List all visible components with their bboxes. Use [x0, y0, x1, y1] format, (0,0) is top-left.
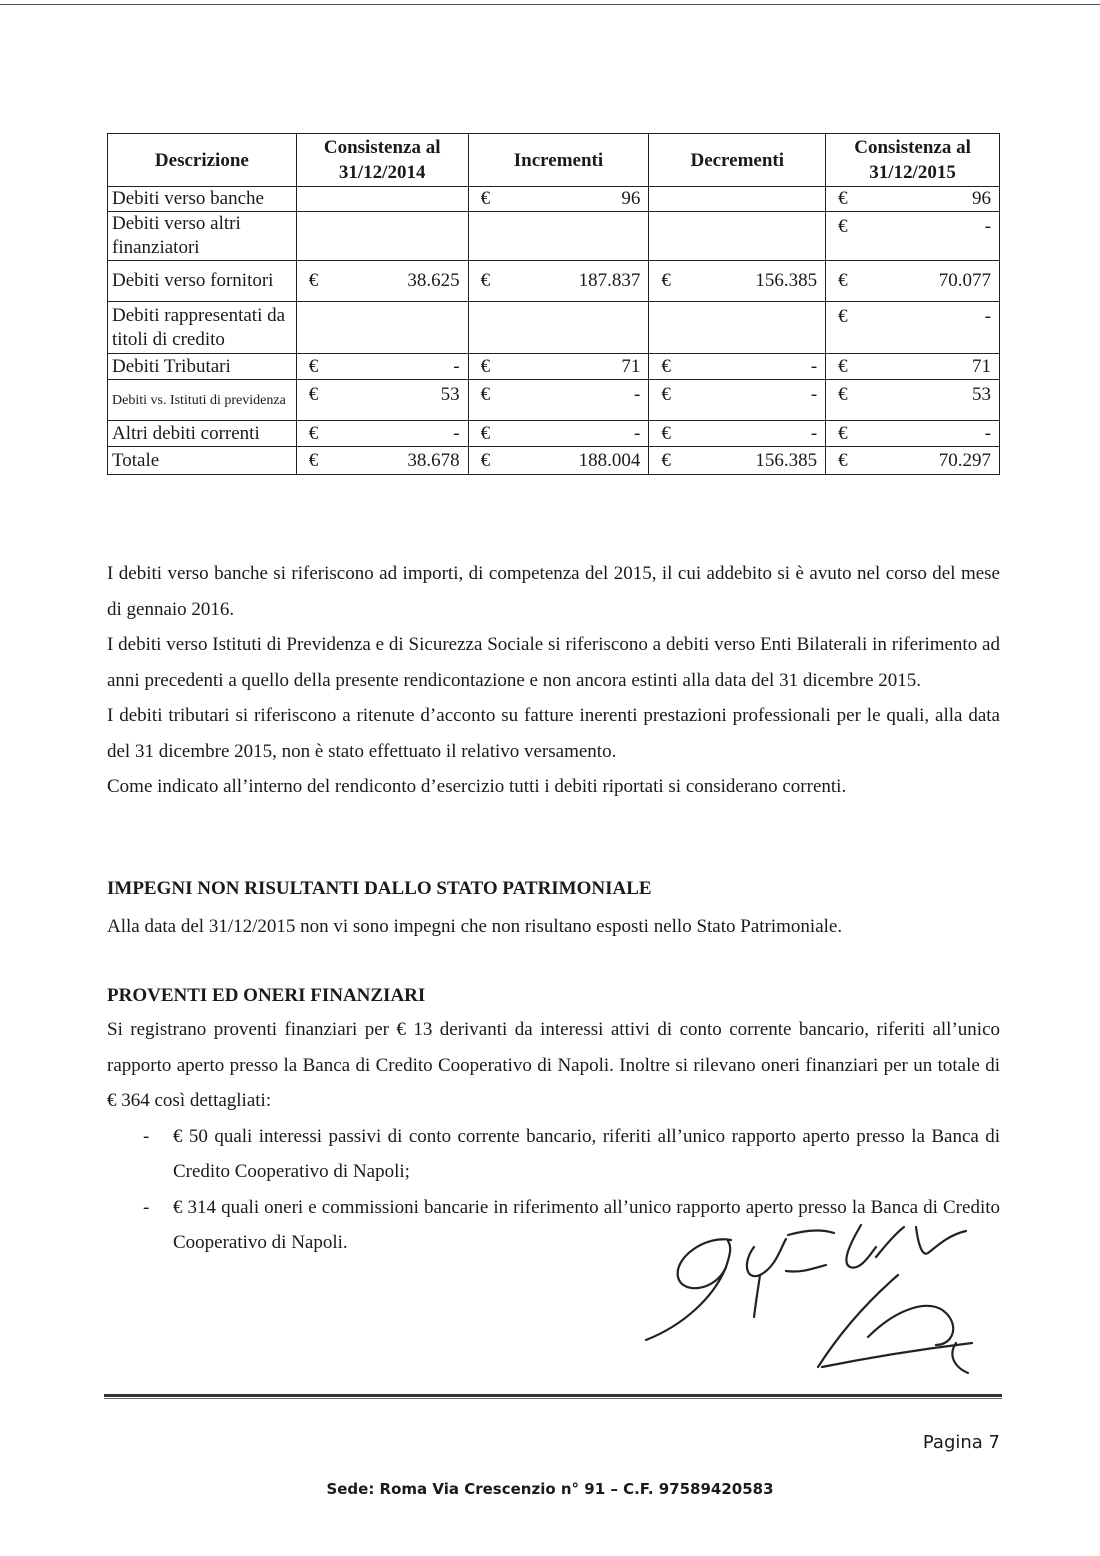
amount-value: 70.077	[938, 270, 991, 291]
currency-symbol: €	[308, 384, 319, 405]
table-row	[108, 261, 1000, 302]
currency-symbol: €	[480, 422, 491, 444]
amount-value: -	[453, 355, 460, 377]
amount-cell	[826, 354, 1000, 380]
bullet-dash: -	[143, 1125, 150, 1147]
table-row	[108, 354, 1000, 380]
amount-value: 53	[440, 384, 460, 405]
amount-value: -	[634, 422, 641, 444]
amount-value: 96	[621, 188, 641, 209]
amount-cell	[468, 261, 649, 302]
row-description: Debiti rappresentati da titoli di credito	[108, 302, 297, 354]
amount-value: -	[984, 216, 991, 237]
header-consistenza-2015: Consistenza al 31/12/2015	[826, 134, 1000, 187]
bullet-text: € 50 quali interessi passivi di conto corrente bancario, riferiti all’unico rapporto aperto presso la Banca di Credito Cooperativo di Napoli;	[173, 1125, 1000, 1182]
debts-notes	[107, 556, 1000, 805]
currency-symbol: €	[838, 188, 848, 209]
proventi-heading: PROVENTI ED ONERI FINANZIARI	[107, 985, 426, 1006]
currency-symbol: €	[308, 449, 319, 471]
table-body	[108, 187, 1000, 475]
amount-cell	[296, 447, 468, 475]
amount-cell	[649, 380, 826, 421]
currency-symbol: €	[838, 216, 848, 237]
bullet-text: € 314 quali oneri e commissioni bancarie in riferimento all’unico rapporto aperto presso la Banca di Credito Cooperativo di Napoli.	[173, 1196, 1000, 1253]
note-correnti: Come indicato all’interno del rendiconto d’esercizio tutti i debiti riportati si considerano correnti.	[107, 776, 847, 797]
footer-rule	[104, 1394, 1002, 1397]
amount-value: 156.385	[755, 270, 818, 291]
amount-cell	[296, 421, 468, 447]
table-row	[108, 421, 1000, 447]
amount-cell	[826, 212, 1000, 261]
currency-symbol: €	[480, 355, 491, 377]
amount-cell	[826, 447, 1000, 475]
amount-value: -	[810, 422, 818, 444]
row-description: Debiti Tributari	[108, 354, 297, 380]
currency-symbol: €	[838, 306, 848, 327]
currency-symbol: €	[308, 355, 319, 377]
amount-cell	[649, 447, 826, 475]
currency-symbol: €	[661, 270, 671, 291]
impegni-section	[107, 909, 1000, 945]
debts-table	[107, 133, 1000, 475]
currency-symbol: €	[661, 422, 671, 444]
amount-cell	[826, 187, 1000, 212]
amount-value: 38.678	[407, 449, 460, 471]
row-description: Altri debiti correnti	[108, 421, 297, 447]
amount-value: -	[810, 384, 818, 405]
currency-symbol: €	[480, 384, 491, 405]
table-row	[108, 187, 1000, 212]
amount-cell	[826, 380, 1000, 421]
amount-value: 188.004	[578, 449, 641, 471]
amount-value: 71	[621, 355, 641, 377]
amount-cell	[468, 212, 649, 261]
amount-value: -	[453, 422, 460, 444]
impegni-heading: IMPEGNI NON RISULTANTI DALLO STATO PATRIMONIALE	[107, 878, 652, 899]
amount-cell	[826, 302, 1000, 354]
amount-value: 71	[972, 355, 991, 377]
row-description: Debiti vs. Istituti di previdenza	[108, 380, 297, 421]
currency-symbol: €	[838, 422, 848, 444]
currency-symbol: €	[661, 355, 671, 377]
amount-cell	[649, 212, 826, 261]
table-header-row	[108, 134, 1000, 187]
amount-cell	[826, 421, 1000, 447]
top-rule	[0, 4, 1100, 5]
amount-cell	[468, 447, 649, 475]
footer-rule-thin	[104, 1398, 1002, 1399]
row-description: Debiti verso altri finanziatori	[108, 212, 297, 261]
currency-symbol: €	[308, 270, 319, 291]
amount-cell	[649, 421, 826, 447]
currency-symbol: €	[838, 270, 848, 291]
amount-cell	[296, 212, 468, 261]
note-banche: I debiti verso banche si riferiscono ad importi, di competenza del 2015, il cui addebito si è avuto nel corso del mese di gennaio 2016.	[107, 563, 1000, 620]
header-descrizione: Descrizione	[108, 134, 297, 187]
impegni-text: Alla data del 31/12/2015 non vi sono impegni che non risultano esposti nello Stato Patrimoniale.	[107, 916, 843, 937]
amount-cell	[468, 380, 649, 421]
currency-symbol: €	[661, 449, 671, 471]
table-row	[108, 212, 1000, 261]
amount-cell	[296, 261, 468, 302]
amount-cell	[296, 354, 468, 380]
note-previdenza: I debiti verso Istituti di Previdenza e di Sicurezza Sociale si riferiscono a debiti verso Enti Bilaterali in riferimento ad anni precedenti a quello della presente rendicontazione e non ancora estinti alla data del 31 dicembre 2015.	[107, 634, 1000, 691]
amount-cell	[296, 302, 468, 354]
footer-address: Sede: Roma Via Crescenzio n° 91 – C.F. 97589420583	[326, 1480, 774, 1498]
currency-symbol: €	[480, 188, 491, 209]
signature-image	[636, 1205, 1006, 1385]
currency-symbol: €	[838, 449, 848, 471]
page-number: Pagina 7	[922, 1432, 1000, 1453]
amount-cell	[649, 302, 826, 354]
amount-cell	[468, 302, 649, 354]
amount-value: -	[984, 422, 991, 444]
amount-cell	[826, 261, 1000, 302]
row-description: Debiti verso fornitori	[108, 261, 297, 302]
list-item	[107, 1119, 1000, 1190]
currency-symbol: €	[838, 384, 848, 405]
amount-value: -	[984, 306, 991, 327]
amount-cell	[296, 380, 468, 421]
table-row	[108, 380, 1000, 421]
amount-value: 187.837	[578, 270, 641, 291]
amount-value: 70.297	[938, 449, 991, 471]
note-tributari: I debiti tributari si riferiscono a ritenute d’acconto su fatture inerenti prestazioni professionali per le quali, alla data del 31 dicembre 2015, non è stato effettuato il relativo versamento.	[107, 705, 1000, 762]
currency-symbol: €	[308, 422, 319, 444]
amount-value: 96	[972, 188, 991, 209]
amount-cell	[649, 187, 826, 212]
amount-cell	[468, 187, 649, 212]
amount-cell	[468, 421, 649, 447]
bullet-dash: -	[143, 1196, 150, 1218]
amount-cell	[468, 354, 649, 380]
amount-value: 156.385	[755, 449, 818, 471]
header-decrementi: Decrementi	[649, 134, 826, 187]
header-consistenza-2014: Consistenza al 31/12/2014	[296, 134, 468, 187]
amount-value: 38.625	[407, 270, 460, 291]
amount-cell	[296, 187, 468, 212]
header-incrementi: Incrementi	[468, 134, 649, 187]
currency-symbol: €	[480, 449, 491, 471]
row-description: Debiti verso banche	[108, 187, 297, 212]
amount-value: -	[634, 384, 641, 405]
amount-cell	[649, 354, 826, 380]
currency-symbol: €	[480, 270, 491, 291]
currency-symbol: €	[661, 384, 671, 405]
currency-symbol: €	[838, 355, 848, 377]
amount-cell	[649, 261, 826, 302]
amount-value: -	[810, 355, 818, 377]
table-row	[108, 302, 1000, 354]
amount-value: 53	[972, 384, 991, 405]
row-description: Totale	[108, 447, 297, 475]
proventi-text: Si registrano proventi finanziari per € 13 derivanti da interessi attivi di conto corrente bancario, riferiti all’unico rapporto aperto presso la Banca di Credito Cooperativo di Napoli. Inoltre si rilevano oneri finanziari per un totale di € 364 così dettagliati:	[107, 1019, 1000, 1111]
table-row	[108, 447, 1000, 475]
